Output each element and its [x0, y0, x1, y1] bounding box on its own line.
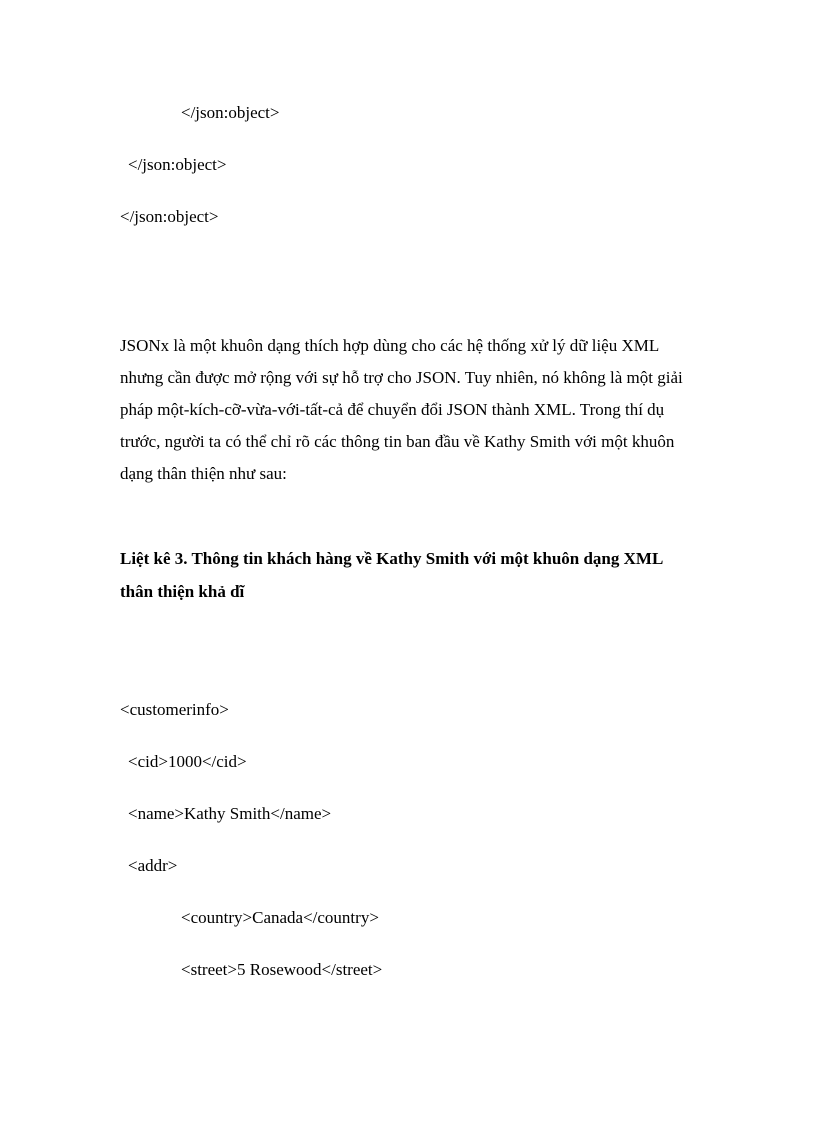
caption-line: Liệt kê 3. Thông tin khách hàng về Kathy Smith với một khuôn dạng XML [120, 549, 664, 568]
paragraph-line: nhưng cần được mở rộng với sự hỗ trợ cho JSON. Tuy nhiên, nó không là một giải [120, 368, 683, 387]
code-line-name: <name>Kathy Smith</name> [128, 804, 332, 823]
code-line-cid: <cid>1000</cid> [128, 752, 247, 771]
code-line-close-outer-object: </json:object> [120, 207, 219, 226]
code-line-customerinfo-open: <customerinfo> [120, 700, 229, 719]
listing-caption [120, 542, 720, 608]
caption-line: thân thiện khả dĩ [120, 582, 245, 601]
paragraph-line: dạng thân thiện như sau: [120, 464, 287, 483]
paragraph-line: pháp một-kích-cỡ-vừa-với-tất-cả để chuyển đổi JSON thành XML. Trong thí dụ [120, 400, 665, 419]
code-line-addr-open: <addr> [128, 856, 178, 875]
paragraph-line: trước, người ta có thể chỉ rõ các thông tin ban đầu về Kathy Smith với một khuôn [120, 432, 675, 451]
code-line-country: <country>Canada</country> [181, 908, 379, 927]
code-line-street: <street>5 Rosewood</street> [181, 960, 383, 979]
paragraph-line: JSONx là một khuôn dạng thích hợp dùng cho các hệ thống xử lý dữ liệu XML [120, 336, 660, 355]
code-line-close-inner-object: </json:object> [181, 103, 280, 122]
body-paragraph [120, 330, 690, 490]
code-line-close-middle-object: </json:object> [128, 155, 227, 174]
